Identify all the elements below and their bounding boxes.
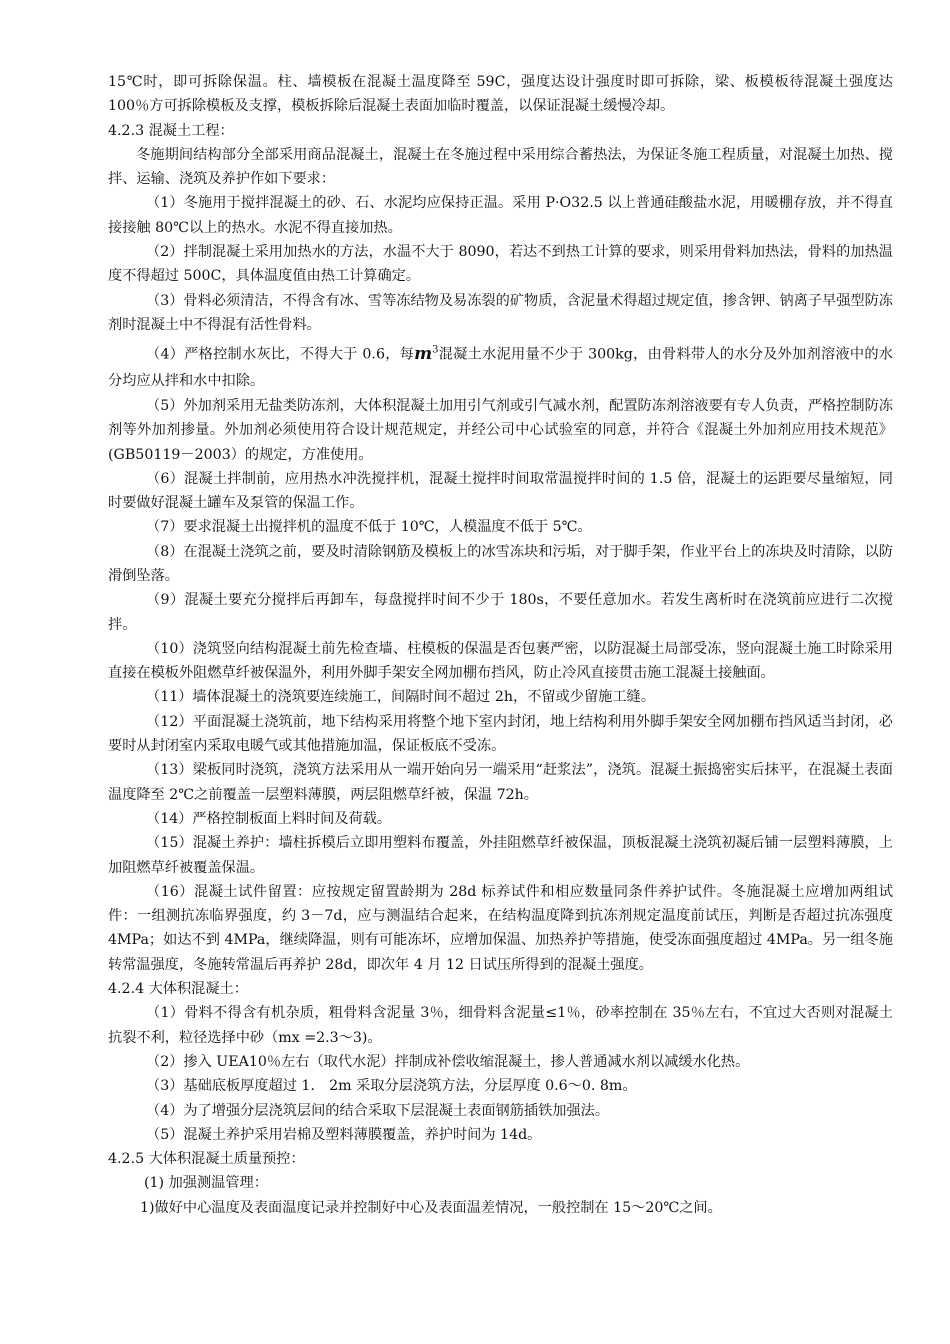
list-item: 1)做好中心温度及表面温度记录并控制好中心及表面温差情况，一般控制在 15～20℃之间。 bbox=[140, 1199, 722, 1216]
list-item: （14）严格控制板面上料时间及荷载。 bbox=[146, 810, 392, 827]
list-item: （1）冬施用于搅拌混凝土的砂、石、水泥均应保持正温。采用 P·O32.5 以上普通硅酸盐水泥，用暖棚存放，并不得直接接触 80℃以上的热水。水泥不得直接加热。 bbox=[108, 195, 893, 236]
list-item: （1）骨料不得含有机杂质，粗骨料含泥量 3％，细骨料含泥量≤1％，砂率控制在 35％左右，不宜过大否则对混凝土抗裂不利，粒径选择中砂（mx =2.3～3)。 bbox=[108, 1005, 893, 1046]
list-item: （10）浇筑竖向结构混凝土前先检查墙、柱模板的保温是否包裹严密，以防混凝土局部受冻，竖向混凝土施工时除采用直接在模板外阻燃草纤被保温外，利用外脚手架安全网加棚布挡风，防止冷风直接贯击施工混凝土接触面。 bbox=[108, 640, 893, 682]
list-item: （13）梁板同时浇筑，浇筑方法采用从一端开始向另一端采用“赶浆法”，浇筑。混凝土振捣密实后抹平，在混凝土表面温度降至 2℃之前覆盖一层塑料薄膜，两层阻燃草纤被，保温 72h。 bbox=[108, 762, 893, 803]
list-item: （11）墙体混凝土的浇筑要连续施工，间隔时间不超过 2h，不留或少留施工缝。 bbox=[146, 689, 655, 706]
paragraph-intro: 冬施期间结构部分全部采用商品混凝土，混凝土在冬施过程中采用综合蓄热法，为保证冬施工程质量，对混凝土加热、搅拌、运输、浇筑及养护作如下要求： bbox=[108, 146, 893, 188]
paragraph: 15℃时，即可拆除保温。柱、墙模板在混凝土温度降至 59C，强度达设计强度时即可拆除，梁、板模板待混凝土强度达 100％方可拆除模板及支撑，模板拆除后混凝土表面加临时覆盖，以保证混凝土缓慢冷却。 bbox=[108, 74, 893, 115]
list-item: （16）混凝土试件留置：应按规定留置龄期为 28d 标养试件和相应数量同条件养护试件。冬施混凝土应增加两组试件：一组测抗冻临界强度，约 3－7d，应与测温结合起来，在结构温度降到抗冻剂规定温度前试压，判断是否超过抗冻强度 4MPa；如达不到 4MPa，继续降温，则有可能冻坏，应增加保温、加热养护等措施，使受冻面强度超过 4MPa。另一组冬施转常温强度，冬施转常温后再养护 28d，即次年 4 月 12 日试压所得到的混凝土强度。 bbox=[108, 883, 893, 973]
list-item: （2）掺入 UEA10％左右（取代水泥）拌制成补偿收缩混凝土，掺人普通减水剂以减缓水化热。 bbox=[146, 1053, 750, 1070]
list-item: （7）要求混凝土出搅拌机的温度不低于 10℃，人模温度不低于 5℃。 bbox=[146, 519, 592, 536]
list-item: （3）骨料必须清洁，不得含有冰、雪等冻结物及易冻裂的矿物质，含泥量术得超过规定值，掺含钾、钠离子早强型防冻剂时混凝土中不得混有活性骨料。 bbox=[108, 292, 893, 333]
item-text: 混凝土水泥用量不少于 300kg，由骨料带人的水分及外加剂溶液中的水分均应从拌和水中扣除。 bbox=[108, 346, 893, 389]
list-item bbox=[108, 337, 893, 394]
list-item: （3）基础底板厚度超过 1． 2m 采取分层浇筑方法，分层厚度 0.6～0. 8m。 bbox=[146, 1078, 637, 1095]
math-unit: $m^3$ bbox=[414, 343, 439, 364]
list-item: （8）在混凝土浇筑之前，要及时清除钢筋及模板上的冰雪冻块和污垢，对于脚手架，作业平台上的冻块及时清除，以防滑倒坠落。 bbox=[108, 543, 893, 584]
section-heading-4-2-3: 4.2.3 混凝土工程： bbox=[108, 122, 234, 139]
list-item: （5）外加剂采用无盐类防冻剂，大体积混凝土加用引气剂或引气减水剂，配置防冻剂溶液要有专人负责，严格控制防冻剂等外加剂掺量。外加剂必须使用符合设计规范规定，并经公司中心试验室的同意，并符合《混凝土外加剂应用技术规范》(GB50119－2003）的规定，方准使用。 bbox=[108, 397, 893, 463]
section-heading-4-2-5: 4.2.5 大体积混凝土质量预控： bbox=[108, 1151, 305, 1168]
list-item: （4）为了增强分层浇筑层间的结合采取下层混凝土表面钢筋插铁加强法。 bbox=[146, 1102, 610, 1119]
item-text: （4）严格控制水灰比，不得大于 0.6，每 bbox=[146, 346, 415, 363]
list-item: （5）混凝土养护采用岩棉及塑料薄膜覆盖，养护时间为 14d。 bbox=[146, 1126, 542, 1143]
list-item: （6）混凝土拌制前，应用热水冲洗搅拌机，混凝土搅拌时间取常温搅拌时间的 1.5 倍，混凝土的运距要尽量缩短，同时要做好混凝土罐车及泵管的保温工作。 bbox=[108, 470, 893, 512]
list-item: （9）混凝土要充分搅拌后再卸车，每盘搅拌时间不少于 180s，不要任意加水。若发生离析时在浇筑前应进行二次搅拌。 bbox=[108, 592, 893, 633]
section-heading-4-2-4: 4.2.4 大体积混凝土： bbox=[108, 981, 248, 998]
list-item: （12）平面混凝土浇筑前，地下结构采用将整个地下室内封闭，地上结构利用外脚手架安全网加棚布挡风适当封闭，必要时从封闭室内采取电暖气或其他措施加温，保证板底不受冻。 bbox=[108, 713, 893, 755]
list-item: (1) 加强测温管理： bbox=[144, 1175, 268, 1192]
document-page bbox=[108, 70, 893, 1220]
list-item: （2）拌制混凝土采用加热水的方法，水温不大于 8090，若达不到热工计算的要求，则采用骨料加热法，骨料的加热温度不得超过 500C，具体温度值由热工计算确定。 bbox=[108, 244, 893, 285]
list-item: （15）混凝土养护：墙柱拆模后立即用塑料布覆盖，外挂阻燃草纤被保温，顶板混凝土浇筑初凝后铺一层塑料薄膜，上加阻燃草纤被覆盖保温。 bbox=[108, 835, 893, 876]
